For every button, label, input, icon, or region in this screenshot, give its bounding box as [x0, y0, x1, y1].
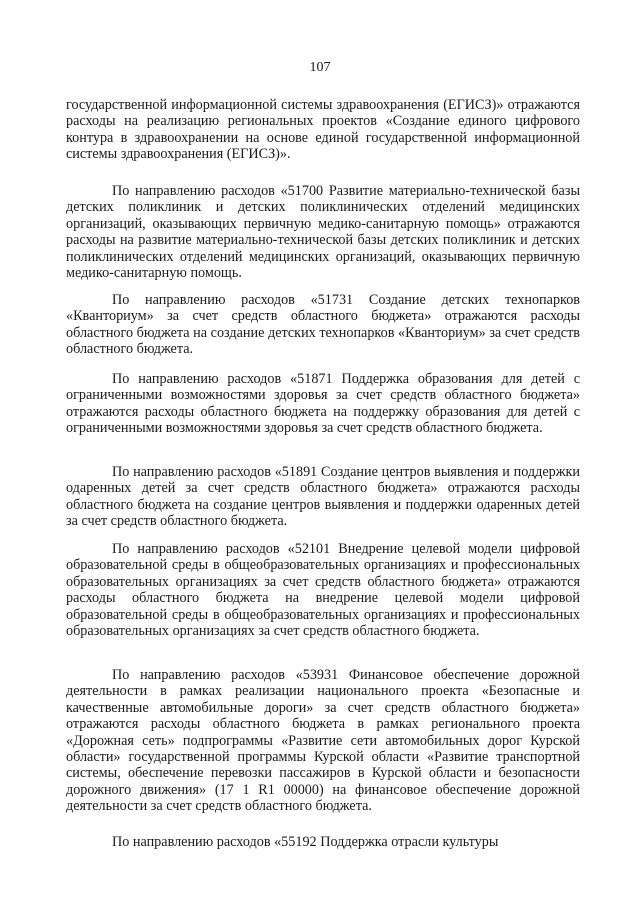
page-number: 107 — [309, 60, 331, 75]
paragraph-egisz-continuation: государственной информационной системы здравоохранения (ЕГИСЗ)» отражаются расходы на реализацию региональных проектов «Создание единого цифрового контура в здравоохранении на основе единой государственной информационной системы здравоохранения (ЕГИСЗ)». — [66, 97, 580, 163]
paragraph-51700: По направлению расходов «51700 Развитие материально-технической базы детских поликлиник и детских поликлинических отделений медицинских организаций, оказывающих первичную медико-санитарную помощь» отражаются расходы на развитие материально-технической базы детских поликлиник и детских поликлинических отделений медицинских организаций, оказывающих первичную медико-санитарную помощь. — [66, 183, 580, 282]
paragraph-52101: По направлению расходов «52101 Внедрение целевой модели цифровой образовательной среды в общеобразовательных организациях и профессиональных образовательных организациях за счет средств областного бюджета» отражаются расходы областного бюджета на внедрение целевой модели цифровой образовательной среды в общеобразовательных организациях и профессиональных образовательных организациях за счет средств областного бюджета. — [66, 541, 580, 640]
paragraph-51731: По направлению расходов «51731 Создание детских технопарков «Кванториум» за счет средств областного бюджета» отражаются расходы областного бюджета на создание детских технопарков «Кванториум» за счет средств областного бюджета. — [66, 292, 580, 358]
paragraph-53931: По направлению расходов «53931 Финансовое обеспечение дорожной деятельности в рамках реализации национального проекта «Безопасные и качественные автомобильные дороги» за счет средств областного бюджета» отражаются расходы областного бюджета в рамках регионального проекта «Дорожная сеть» подпрограммы «Развитие сети автомобильных дорог Курской области» государственной программы Курской области «Развитие транспортной системы, обеспечение перевозки пассажиров в Курской области и безопасности дорожного движения» (17 1 R1 00000) на финансовое обеспечение дорожной деятельности за счет средств областного бюджета. — [66, 667, 580, 815]
paragraph-51871: По направлению расходов «51871 Поддержка образования для детей с ограниченными возможностями здоровья за счет средств областного бюджета» отражаются расходы областного бюджета на поддержку образования для детей с ограниченными возможностями здоровья за счет средств областного бюджета. — [66, 371, 580, 437]
paragraph-51891: По направлению расходов «51891 Создание центров выявления и поддержки одаренных детей за счет средств областного бюджета» отражаются расходы областного бюджета на создание центров выявления и поддержки одаренных детей за счет средств областного бюджета. — [66, 464, 580, 530]
paragraph-55192: По направлению расходов «55192 Поддержка отрасли культуры — [112, 834, 499, 850]
